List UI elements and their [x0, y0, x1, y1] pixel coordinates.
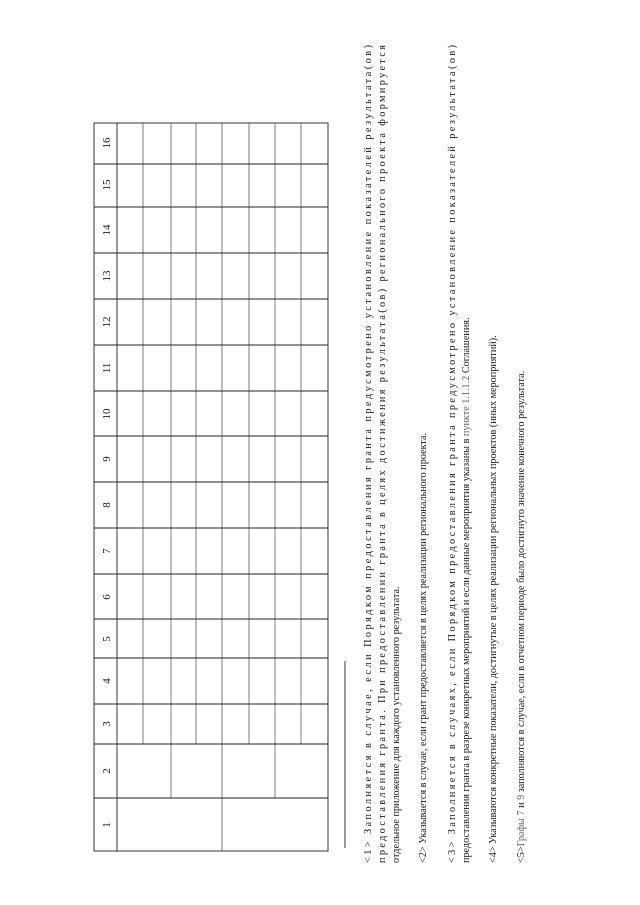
footnote-2-line-1: <2> Указывается в случае, если грант предоставляется в целях реализации регионального проекта.: [418, 432, 429, 863]
column-header-15: 15: [101, 179, 113, 191]
footnote-5-rest: заполняются в случае, если в отчетном периоде было достигнуто значение конечного результата.: [516, 370, 527, 795]
column-header-1: 1: [101, 822, 113, 828]
footnote-3-line-1: <3> Заполняется в случаях, если Порядком предоставления гранта предусмотрено установление показателей результата(ов): [447, 45, 458, 863]
column-header-9: 9: [101, 456, 113, 462]
column-header-5: 5: [101, 636, 113, 642]
footnote-5-line-1: [516, 371, 527, 863]
footnote-3-line-2: [461, 317, 472, 863]
column-header-2: 2: [101, 768, 113, 774]
footnote-3-link[interactable]: пункте 1.1.1.2: [461, 375, 472, 437]
column-header-11: 11: [101, 362, 113, 374]
footnote-4-line-1: <4> Указываются конкретные показатели, достигнутые в целях реализации региональных проектов (иных мероприятий).: [488, 335, 499, 863]
footnote-1-line-1: <1> Заполняется в случае, если Порядком предоставления гранта предусмотрено установление показателей результата(ов): [363, 45, 374, 863]
table-border: [94, 123, 328, 851]
footnote-3-text-a: предоставления гранта в разрезе конкретных мероприятий и если данные мероприятия указаны в: [461, 436, 472, 863]
column-header-8: 8: [101, 502, 113, 508]
column-header-3: 3: [101, 721, 113, 727]
footnote-3-text-b: Соглашения.: [461, 317, 472, 376]
footnote-1-line-2: предоставления гранта. При предоставлении гранта в целях достижения результата(ов) регионального проекта формируется: [377, 45, 388, 863]
footnote-5-link-9[interactable]: 9: [516, 794, 527, 800]
results-table: [94, 123, 328, 851]
column-header-7: 7: [101, 548, 113, 554]
footnotes: [363, 45, 527, 863]
column-header-10: 10: [101, 408, 113, 420]
column-header-16: 16: [101, 137, 113, 149]
footnote-5-middle: и: [516, 799, 527, 811]
column-header-13: 13: [101, 270, 113, 282]
column-header-14: 14: [101, 224, 113, 236]
footnote-1-line-3: отдельное приложение для каждого установленного результата.: [391, 586, 402, 863]
footnote-5-link-graphs-7[interactable]: Графы 7: [516, 810, 527, 847]
column-header-6: 6: [101, 594, 113, 600]
column-header-4: 4: [101, 678, 113, 684]
footnote-5-prefix: <5>: [516, 846, 527, 863]
column-header-12: 12: [101, 316, 113, 328]
